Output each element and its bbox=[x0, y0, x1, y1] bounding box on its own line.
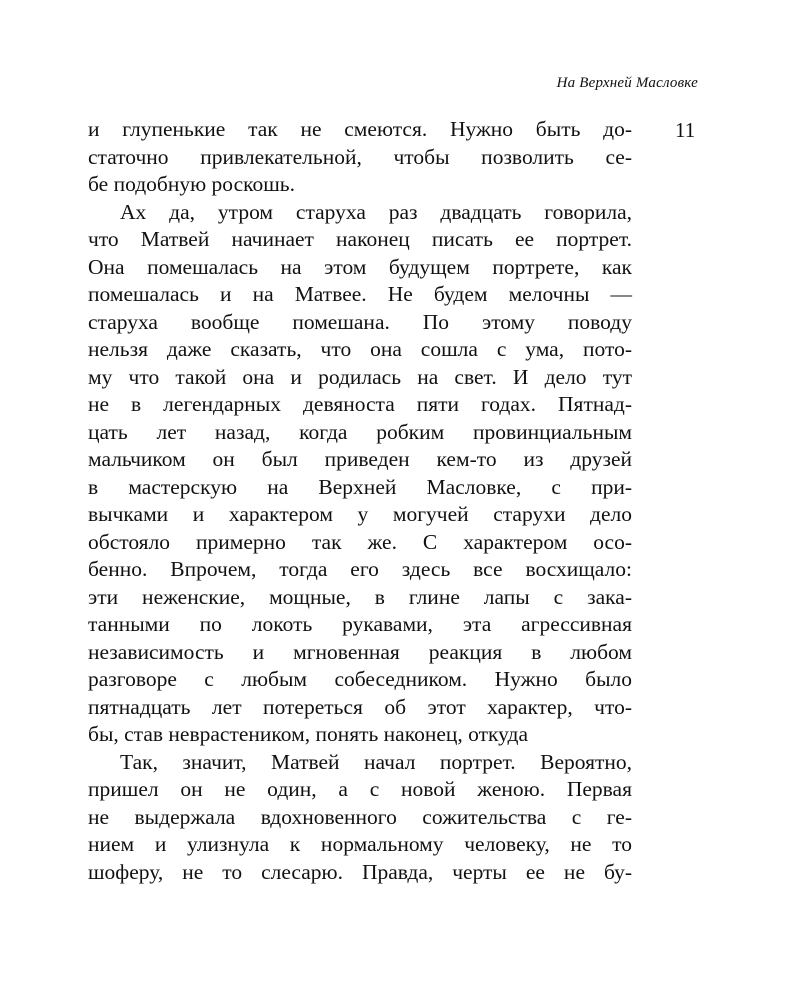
body-text bbox=[88, 116, 632, 886]
text-line: пришел он не один, а с новой женою. Первая bbox=[88, 777, 632, 801]
text-line: в мастерскую на Верхней Масловке, с при- bbox=[88, 474, 632, 499]
text-line: что Матвей начинает наконец писать ее портрет. bbox=[88, 227, 632, 251]
text-line: разговоре с любым собеседником. Нужно было bbox=[88, 667, 632, 691]
page-number: 11 bbox=[675, 118, 696, 142]
text-line: пятнадцать лет потереться об этот характер, что- bbox=[88, 694, 632, 719]
paragraph-2 bbox=[88, 199, 632, 749]
text-line: танными по локоть рукавами, эта агрессивная bbox=[88, 612, 632, 636]
text-line: нельзя даже сказать, что она сошла с ума, пото- bbox=[88, 337, 632, 361]
text-line: бы, став неврастеником, понять наконец, откуда bbox=[88, 722, 529, 746]
text-line: эти неженские, мощные, в глине лапы с зака- bbox=[88, 584, 632, 609]
text-line: Так, значит, Матвей начал портрет. Вероятно, bbox=[120, 749, 632, 774]
text-line: Ах да, утром старуха раз двадцать говорила, bbox=[120, 199, 632, 224]
text-line: не в легендарных девяноста пяти годах. Пятнад- bbox=[88, 392, 632, 416]
text-line: вычками и характером у могучей старухи дело bbox=[88, 502, 632, 526]
text-line: и глупенькие так не смеются. Нужно быть до- bbox=[88, 117, 632, 141]
text-line: цать лет назад, когда робким провинциальным bbox=[88, 419, 632, 444]
text-line: Она помешалась на этом будущем портрете, как bbox=[88, 254, 632, 279]
text-line: старуха вообще помешана. По этому поводу bbox=[88, 309, 632, 334]
text-line: статочно привлекательной, чтобы позволить се- bbox=[88, 144, 632, 169]
text-line: обстояло примерно так же. С характером осо- bbox=[88, 529, 632, 554]
running-head-title: На Верхней Масловке bbox=[556, 75, 698, 91]
text-line: помешалась и на Матвее. Не будем мелочны — bbox=[88, 282, 632, 306]
text-line: независимость и мгновенная реакция в любом bbox=[88, 639, 632, 664]
paragraph-3 bbox=[88, 749, 632, 887]
text-line: бенно. Впрочем, тогда его здесь все восхищало: bbox=[88, 557, 632, 581]
paragraph-1 bbox=[88, 116, 632, 199]
text-line: шоферу, не то слесарю. Правда, черты ее не бу- bbox=[88, 859, 632, 884]
text-line: му что такой она и родилась на свет. И дело тут bbox=[88, 364, 632, 389]
text-line: бе подобную роскошь. bbox=[88, 172, 295, 196]
text-line: не выдержала вдохновенного сожительства с ге- bbox=[88, 804, 632, 829]
text-line: мальчиком он был приведен кем-то из друзей bbox=[88, 447, 632, 471]
text-line: нием и улизнула к нормальному человеку, не то bbox=[88, 832, 632, 856]
